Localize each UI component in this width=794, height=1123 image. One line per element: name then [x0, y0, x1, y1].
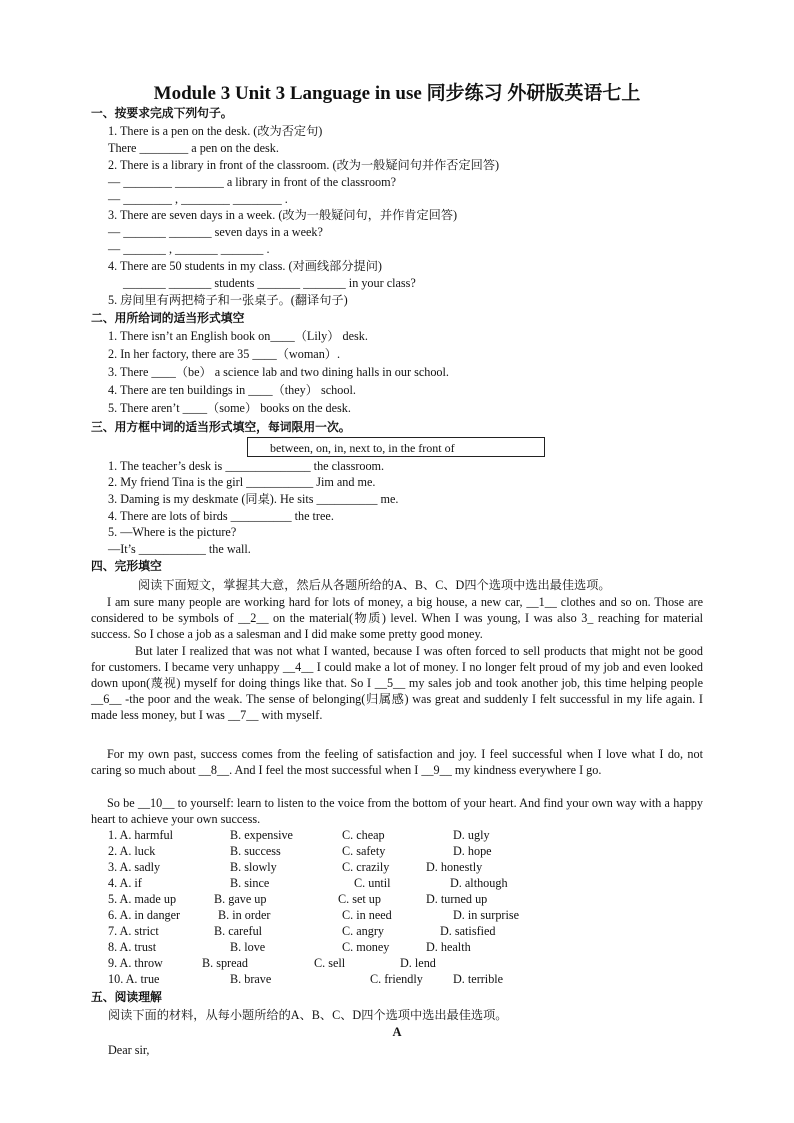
s4-intro: 阅读下面短文，掌握其大意，然后从各题所给的A、B、C、D四个选项中选出最佳选项。 — [138, 578, 611, 592]
option-row-6-b: B. in order — [218, 908, 271, 922]
option-row-1-a: 1. A. harmful — [108, 828, 173, 842]
option-row-9-d: D. lend — [400, 956, 436, 970]
s4-paragraph-3: For my own past, success comes from the feeling of satisfaction and joy. I feel successful when I love what I do, not caring so much about __8__. And I feel the most successful when I __9__ my kindness everywhere I go. — [91, 747, 703, 777]
s4-paragraph-4: So be __10__ to yourself: learn to listen to the voice from the bottom of your heart. And find your own way with a happy heart to achieve your own success. — [91, 796, 703, 826]
option-row-8-c: C. money — [342, 940, 390, 954]
page-title: Module 3 Unit 3 Language in use 同步练习 外研版英语七上 — [153, 83, 641, 104]
s3-line-5: 5. —Where is the picture? — [108, 525, 237, 539]
s1-line-3: 2. There is a library in front of the classroom. (改为一般疑问句并作否定回答) — [108, 158, 500, 172]
s3-line-6: —It’s ___________ the wall. — [108, 542, 251, 556]
s1-line-1: 1. There is a pen on the desk. (改为否定句) — [108, 124, 323, 138]
s1-line-11: 5. 房间里有两把椅子和一张桌子。(翻译句子) — [108, 293, 348, 307]
option-row-10-d: D. terrible — [453, 972, 504, 986]
option-row-10-a: 10. A. true — [108, 972, 160, 986]
s3-line-1: 1. The teacher’s desk is ______________ the classroom. — [108, 459, 385, 473]
letter-greeting: Dear sir, — [108, 1043, 150, 1057]
option-row-10-b: B. brave — [230, 972, 272, 986]
option-row-7-d: D. satisfied — [440, 924, 496, 938]
option-row-6-d: D. in surprise — [453, 908, 520, 922]
s2-line-3: 3. There ____（be） a science lab and two dining halls in our school. — [108, 365, 449, 379]
option-row-8-b: B. love — [230, 940, 266, 954]
option-row-4-d: D. although — [450, 876, 508, 890]
option-row-4-c: C. until — [354, 876, 391, 890]
s1-line-5: — ________ , ________ ________ . — [108, 192, 288, 206]
option-row-9-c: C. sell — [314, 956, 346, 970]
option-row-7-a: 7. A. strict — [108, 924, 159, 938]
option-row-3-b: B. slowly — [230, 860, 277, 874]
s4-paragraph-2: But later I realized that was not what I wanted, because I was often forced to sell products that might not be good for customers. I became very unhappy __4__ I could make a lot of money. I no longer felt proud of my job and even looked down upon(蔑视) myself for doing things like that. So I __5__ my sales job and took another job, this time helping people __6__ -the poor and the weak. The sense of belonging(归属感) was great and suddenly I felt successful in my life again. I made less money, but I was __7__ with myself. — [91, 644, 703, 722]
option-row-5-d: D. turned up — [426, 892, 488, 906]
option-row-3-a: 3. A. sadly — [108, 860, 161, 874]
option-row-7-c: C. angry — [342, 924, 384, 938]
s3-line-2: 2. My friend Tina is the girl ___________ Jim and me. — [108, 475, 376, 489]
option-row-2-b: B. success — [230, 844, 281, 858]
section-1-heading: 一、按要求完成下列句子。 — [91, 106, 233, 120]
s1-line-7: — _______ _______ seven days in a week? — [108, 225, 323, 239]
section-2-heading: 二、用所给词的适当形式填空 — [91, 311, 245, 325]
option-row-2-d: D. hope — [453, 844, 492, 858]
option-row-5-a: 5. A. made up — [108, 892, 177, 906]
s2-line-2: 2. In her factory, there are 35 ____（woman）. — [108, 347, 341, 361]
option-row-5-b: B. gave up — [214, 892, 267, 906]
option-row-1-d: D. ugly — [453, 828, 490, 842]
s2-line-1: 1. There isn’t an English book on____（Lily） desk. — [108, 329, 368, 343]
option-row-5-c: C. set up — [338, 892, 381, 906]
option-row-4-b: B. since — [230, 876, 270, 890]
option-row-6-c: C. in need — [342, 908, 392, 922]
word-box: between, on, in, next to, in the front of — [247, 437, 545, 457]
option-row-3-c: C. crazily — [342, 860, 390, 874]
option-row-7-b: B. careful — [214, 924, 263, 938]
passage-label: A — [392, 1025, 402, 1039]
option-row-9-b: B. spread — [202, 956, 249, 970]
s3-line-3: 3. Daming is my deskmate (同桌). He sits __________ me. — [108, 492, 399, 506]
s1-line-6: 3. There are seven days in a week. (改为一般疑问句，并作肯定回答) — [108, 208, 458, 222]
option-row-2-a: 2. A. luck — [108, 844, 156, 858]
s1-line-10: _______ _______ students _______ _______ in your class? — [123, 276, 416, 290]
s1-line-4: — ________ ________ a library in front of the classroom? — [108, 175, 397, 189]
option-row-8-d: D. health — [426, 940, 471, 954]
option-row-1-c: C. cheap — [342, 828, 385, 842]
s2-line-5: 5. There aren’t ____（some） books on the desk. — [108, 401, 351, 415]
s4-paragraph-1: I am sure many people are working hard for lots of money, a big house, a new car, __1__ clothes and so on. Those are considered to be symbols of __2__ on the material(物质) level. When I was young, I was also 3_ reaching for material success. So I chose a job as a salesman and I did make some pretty good money. — [91, 595, 703, 641]
s3-line-4: 4. There are lots of birds __________ the tree. — [108, 509, 334, 523]
option-row-4-a: 4. A. if — [108, 876, 142, 890]
option-row-9-a: 9. A. throw — [108, 956, 163, 970]
s5-intro: 阅读下面的材料，从每小题所给的A、B、C、D四个选项中选出最佳选项。 — [108, 1008, 508, 1022]
option-row-8-a: 8. A. trust — [108, 940, 157, 954]
option-row-3-d: D. honestly — [426, 860, 483, 874]
section-4-heading: 四、完形填空 — [91, 559, 162, 573]
section-5-heading: 五、阅读理解 — [91, 990, 162, 1004]
option-row-1-b: B. expensive — [230, 828, 293, 842]
option-row-2-c: C. safety — [342, 844, 386, 858]
section-3-heading: 三、用方框中词的适当形式填空，每词限用一次。 — [91, 420, 351, 434]
s1-line-8: — _______ , _______ _______ . — [108, 242, 270, 256]
option-row-6-a: 6. A. in danger — [108, 908, 181, 922]
s2-line-4: 4. There are ten buildings in ____（they） school. — [108, 383, 356, 397]
s1-line-2: There ________ a pen on the desk. — [108, 141, 279, 155]
s1-line-9: 4. There are 50 students in my class. (对画线部分提问) — [108, 259, 382, 273]
option-row-10-c: C. friendly — [370, 972, 423, 986]
